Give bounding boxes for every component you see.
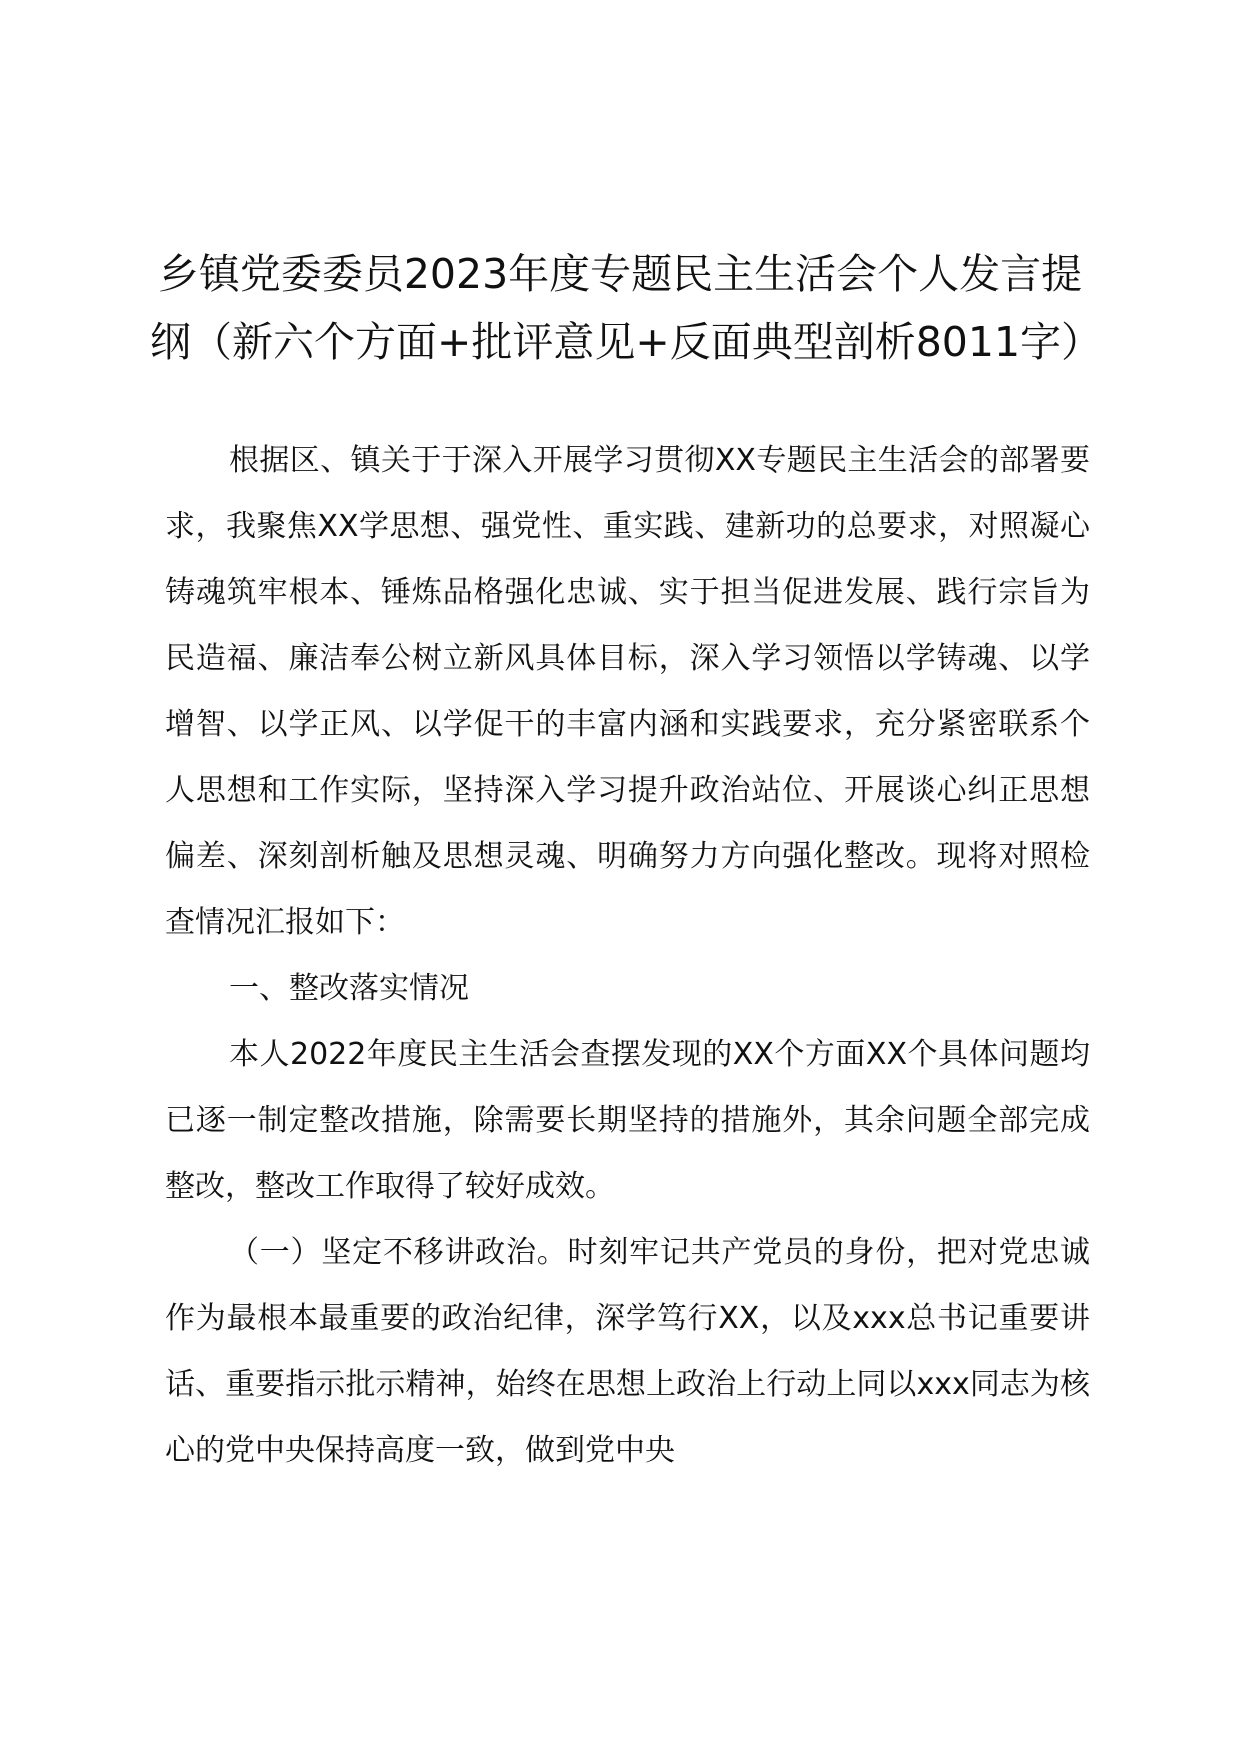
document-body [165,428,1090,1484]
document-title: 乡镇党委委员2023年度专题民主生活会个人发言提纲（新六个方面+批评意见+反面典型剖析8011字） [150,250,1103,366]
section-heading: 一、整改落实情况 [229,971,469,1006]
body-paragraph: 本人2022年度民主生活会查摆发现的XX个方面XX个具体问题均已逐一制定整改措施，除需要长期坚持的措施外，其余问题全部完成整改，整改工作取得了较好成效。 [165,1037,1090,1204]
body-paragraph: （一）坚定不移讲政治。时刻牢记共产党员的身份，把对党忠诚作为最根本最重要的政治纪律，深学笃行XX，以及xxx总书记重要讲话、重要指示批示精神，始终在思想上政治上行动上同以xxx同志为核心的党中央保持高度一致，做到党中央 [165,1235,1090,1468]
intro-paragraph: 根据区、镇关于于深入开展学习贯彻XX专题民主生活会的部署要求，我聚焦XX学思想、强党性、重实践、建新功的总要求，对照凝心铸魂筑牢根本、锤炼品格强化忠诚、实于担当促进发展、践行宗旨为民造福、廉洁奉公树立新风具体目标，深入学习领悟以学铸魂、以学增智、以学正风、以学促干的丰富内涵和实践要求，充分紧密联系个人思想和工作实际，坚持深入学习提升政治站位、开展谈心纠正思想偏差、深刻剖析触及思想灵魂、明确努力方向强化整改。现将对照检查情况汇报如下： [165,443,1090,940]
